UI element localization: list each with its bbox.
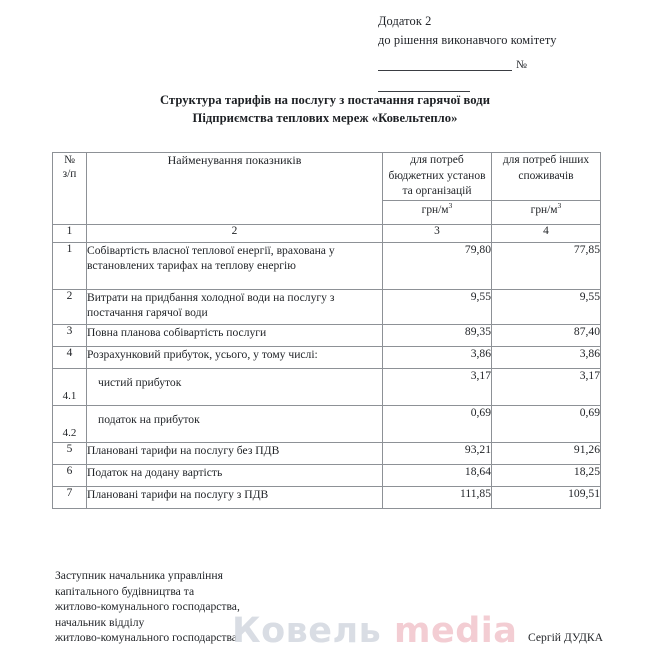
row-label: Розрахунковий прибуток, усього, у тому числі: — [87, 346, 383, 368]
tariff-table-container — [52, 152, 600, 509]
header-cell-indicator-name: Найменування показників — [87, 153, 383, 225]
table-row — [53, 346, 601, 368]
signature-block — [55, 568, 615, 646]
column-index-3: 3 — [383, 224, 492, 242]
row-label: Повна планова собівартість послуги — [87, 324, 383, 346]
decision-number-blank-row — [378, 56, 638, 71]
header-cell-other-consumers: для потреб інших споживачів — [492, 153, 601, 201]
page-title-line-1: Структура тарифів на послугу з постачання гарячої води — [159, 93, 491, 107]
tariff-table — [52, 152, 601, 509]
unit-label-other: грн/м — [530, 203, 558, 216]
unit-sup-budget: 3 — [448, 200, 453, 210]
blank-rule-short — [378, 80, 470, 92]
header-number-line-1: № — [64, 154, 75, 166]
row-number: 3 — [53, 324, 87, 346]
row-label: Плановані тарифи на послугу з ПДВ — [87, 486, 383, 508]
row-value-budget: 3,17 — [383, 368, 492, 405]
page-title — [0, 92, 650, 127]
table-header-row — [53, 153, 601, 201]
row-number: 5 — [53, 442, 87, 464]
numero-symbol: № — [516, 59, 527, 71]
row-value-budget: 93,21 — [383, 442, 492, 464]
unit-cell-other — [492, 200, 601, 224]
column-index-4: 4 — [492, 224, 601, 242]
table-row — [53, 464, 601, 486]
blank-rule-long — [378, 59, 512, 71]
row-number: 1 — [53, 242, 87, 289]
row-label: чистий прибуток — [87, 368, 383, 405]
row-number: 6 — [53, 464, 87, 486]
row-value-budget: 79,80 — [383, 242, 492, 289]
signature-line-4: начальник відділу — [55, 615, 145, 629]
row-value-other: 18,25 — [492, 464, 601, 486]
page-title-line-2: Підприємства теплових мереж «Ковельтепло» — [192, 110, 458, 125]
table-column-index-row — [53, 224, 601, 242]
row-number: 4.2 — [53, 405, 87, 442]
signature-line-1: Заступник начальника управління — [55, 569, 223, 582]
table-row — [53, 324, 601, 346]
signature-line-2: капітального будівництва та — [55, 584, 195, 598]
row-value-other: 87,40 — [492, 324, 601, 346]
row-label: Витрати на придбання холодної води на послугу з постачання гарячої води — [87, 289, 383, 324]
row-number: 7 — [53, 486, 87, 508]
unit-sup-other: 3 — [557, 200, 562, 210]
row-value-other: 77,85 — [492, 242, 601, 289]
row-label: Собівартість власної теплової енергії, врахована у встановлених тарифах на теплову енергію — [87, 242, 383, 289]
row-value-budget: 89,35 — [383, 324, 492, 346]
table-row — [53, 486, 601, 508]
row-value-other: 0,69 — [492, 405, 601, 442]
row-value-budget: 3,86 — [383, 346, 492, 368]
row-value-budget: 9,55 — [383, 289, 492, 324]
watermark-part-2: media — [394, 611, 518, 651]
row-number: 4 — [53, 346, 87, 368]
row-value-budget: 18,64 — [383, 464, 492, 486]
row-value-budget: 0,69 — [383, 405, 492, 442]
row-value-other: 9,55 — [492, 289, 601, 324]
table-row — [53, 289, 601, 324]
header-cell-budget-consumers: для потреб бюджетних установ та організацій — [383, 153, 492, 201]
table-row — [53, 368, 601, 405]
row-number: 4.1 — [53, 368, 87, 405]
row-value-budget: 111,85 — [383, 486, 492, 508]
row-label: Плановані тарифи на послугу без ПДВ — [87, 442, 383, 464]
row-number: 2 — [53, 289, 87, 324]
table-row — [53, 442, 601, 464]
appendix-number: Додаток 2 — [378, 14, 432, 28]
row-value-other: 3,17 — [492, 368, 601, 405]
header-cell-number — [53, 153, 87, 225]
row-value-other: 3,86 — [492, 346, 601, 368]
row-label: податок на прибуток — [87, 405, 383, 442]
column-index-1: 1 — [53, 224, 87, 242]
unit-cell-budget — [383, 200, 492, 224]
row-label: Податок на додану вартість — [87, 464, 383, 486]
signature-line-3: житлово-комунального господарства, — [55, 600, 240, 614]
document-header-block — [378, 12, 638, 98]
watermark-part-1: Ковель — [232, 611, 394, 651]
unit-label-budget: грн/м — [421, 203, 449, 216]
column-index-2: 2 — [87, 224, 383, 242]
decision-reference: до рішення виконавчого комітету — [378, 33, 557, 47]
signatory-name: Сергій ДУДКА — [528, 631, 603, 645]
header-number-line-2: з/п — [62, 168, 77, 180]
row-value-other: 91,26 — [492, 442, 601, 464]
row-value-other: 109,51 — [492, 486, 601, 508]
table-row — [53, 405, 601, 442]
table-row — [53, 242, 601, 289]
signature-line-5: житлово-комунального господарства — [55, 631, 237, 645]
